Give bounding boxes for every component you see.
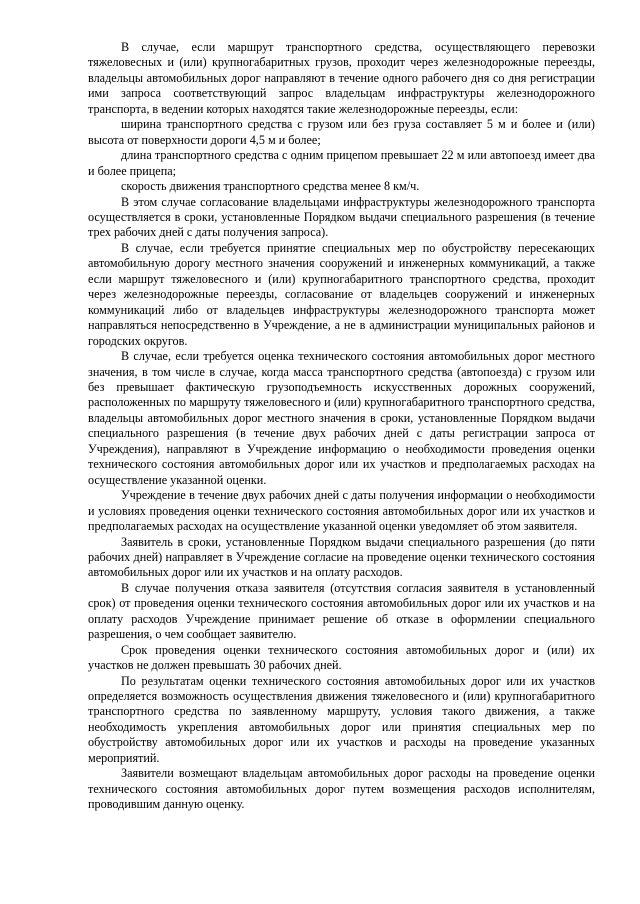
paragraph-applicant-notification: Учреждение в течение двух рабочих дней с даты получения информации о необходимости и условиях проведения оценки технического состояния автомобильных дорог или их участков и предполагаемых расходах на осуществление указанной оценки уведомляет об этом заявителя. [88,488,595,534]
paragraph-railway-crossing-request: В случае, если маршрут транспортного средства, осуществляющего перевозки тяжеловесных и (или) крупногабаритных грузов, проходит через железнодорожные переезды, владельцы автомобильных дорог направляют в течение одного рабочего дня со дня регистрации ими запроса соответствующий запрос владельцам инфраструктуры железнодорожного транспорта, в ведении которых находятся такие железнодорожные переезды, если: [88,40,595,116]
paragraph-technical-assessment: В случае, если требуется оценка технического состояния автомобильных дорог местного значения, в том числе в случае, когда масса транспортного средства (автопоезда) с грузом или без превышает фактическую грузоподъемность искусственных дорожных сооружений, расположенных по маршруту тяжеловесного и (или) крупногабаритного транспортного средства, владельцы автомобильных дорог местного значения в сроки, установленные Порядком выдачи специального разрешения (в течение двух рабочих дней с даты регистрации запроса от Учреждения), направляют в Учреждение информацию о необходимости проведения оценки технического состояния автомобильных дорог или их участков и предполагаемых расходах на осуществление указанной оценки. [88,349,595,487]
paragraph-applicant-consent: Заявитель в сроки, установленные Порядком выдачи специального разрешения (до пяти рабочих дней) направляет в Учреждение согласие на проведение оценки технического состояния автомобильных дорог или их участков и на оплату расходов. [88,534,595,580]
paragraph-railway-approval-terms: В этом случае согласование владельцами инфраструктуры железнодорожного транспорта осуществляется в сроки, установленные Порядком выдачи специального разрешения (в течение трех рабочих дней с даты получения запроса). [88,194,595,240]
paragraph-speed-condition: скорость движения транспортного средства менее 8 км/ч. [121,179,420,194]
paragraph-refusal: В случае получения отказа заявителя (отсутствия согласия заявителя в установленный срок) от проведения оценки технического состояния автомобильных дорог или их участков и на оплату расходов Учреждение принимает решение об отказе в оформлении специального разрешения, о чем сообщает заявителю. [88,580,595,642]
paragraph-assessment-deadline: Срок проведения оценки технического состояния автомобильных дорог и (или) их участков не должен превышать 30 рабочих дней. [88,642,595,673]
paragraph-cost-reimbursement: Заявители возмещают владельцам автомобильных дорог расходы на проведение оценки технического состояния автомобильных дорог путем возмещения расходов исполнителям, проводившим данную оценку. [88,766,595,812]
document-page [88,40,595,813]
paragraph-assessment-results: По результатам оценки технического состояния автомобильных дорог или их участков определяется возможность осуществления движения тяжеловесного и (или) крупногабаритного транспортного средства по заявленному маршруту, условия такого движения, а также необходимость укрепления автомобильных дорог или принятия специальных мер по обустройству автомобильных дорог или их участков и расходы на проведение указанных мероприятий. [88,673,595,765]
paragraph-special-measures: В случае, если требуется принятие специальных мер по обустройству пересекающих автомобильную дорогу местного значения сооружений и инженерных коммуникаций, а также если маршрут тяжеловесного и (или) крупногабаритного транспортного средства, проходит через железнодорожные переезды, согласование от владельцев сооружений и инженерных коммуникаций либо от владельцев инфраструктуры железнодорожного транспорта может направляться непосредственно в Учреждение, а не в администрации муниципальных районов и городских округов. [88,240,595,348]
paragraph-length-condition: длина транспортного средства с одним прицепом превышает 22 м или автопоезд имеет два и более прицепа; [88,148,595,178]
paragraph-width-height-condition: ширина транспортного средства с грузом или без груза составляет 5 м и более и (или) высота от поверхности дороги 4,5 м и более; [88,117,595,147]
